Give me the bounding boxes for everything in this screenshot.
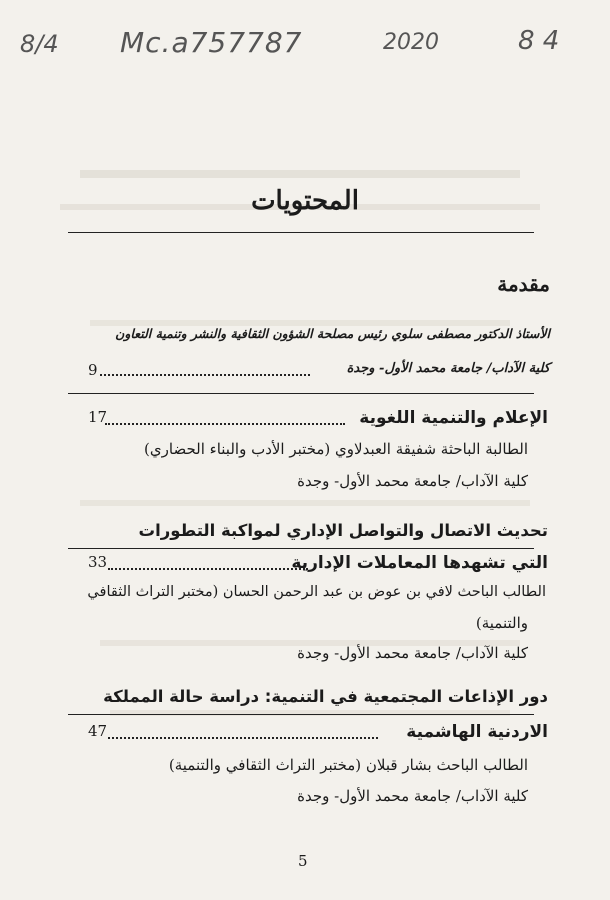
page-title: المحتويات [251,186,359,216]
entry-page: 47 [88,722,108,740]
entry-title-cont: الاردنية الهاشمية [406,722,548,742]
intro-heading: مقدمة [497,272,550,296]
page-number: 5 [298,852,308,870]
entry-author: الطالبة الباحثة شفيقة العبدلاوي (مختبر الأدب والبناء الحضاري) [144,440,528,458]
entry-affiliation: كلية الآداب/ جامعة محمد الأول- وجدة [297,472,528,490]
handwritten-year: 2020 [383,30,439,55]
entry-leader [105,423,345,425]
entry-affiliation: كلية الآداب/ جامعة محمد الأول- وجدة [297,644,528,662]
entry-leader [108,568,308,570]
entry-leader [108,737,378,739]
handwritten-fraction: 8/4 [20,30,59,58]
intro-affiliation: كلية الآداب/ جامعة محمد الأول- وجدة [346,361,550,376]
entry-page: 17 [88,408,108,426]
entry-title: دور الإذاعات المجتمعية في التنمية: دراسة حالة المملكة [103,687,548,706]
entry-affiliation: كلية الآداب/ جامعة محمد الأول- وجدة [297,787,528,805]
intro-author: الأستاذ الدكتور مصطفى سلوي رئيس مصلحة الشؤون الثقافية والنشر وتنمية التعاون [115,326,550,341]
entry-author: الطالب الباحث لافي بن عوض بن عبد الرحمن الحسان (مختبر التراث الثقافي [87,584,546,600]
handwritten-number: 8 4 [518,26,560,56]
handwritten-code: Mc.a757787 [120,26,303,59]
intro-page: 9 [88,361,98,379]
section-rule [68,393,534,394]
entry-author: الطالب الباحث بشار قبلان (مختبر التراث الثقافي والتنمية) [168,756,528,774]
entry-title: تحديث الاتصال والتواصل الإداري لمواكبة التطورات [138,521,548,540]
entry-title-cont: التي تشهدها المعاملات الإدارية [291,553,548,573]
entry-page: 33 [88,553,108,571]
entry-author-cont: والتنمية) [475,614,528,632]
intro-leader [100,374,310,376]
entry-rule [68,714,534,715]
entry-rule [68,548,534,549]
entry-title: الإعلام والتنمية اللغوية [359,408,548,428]
title-rule [68,232,534,233]
